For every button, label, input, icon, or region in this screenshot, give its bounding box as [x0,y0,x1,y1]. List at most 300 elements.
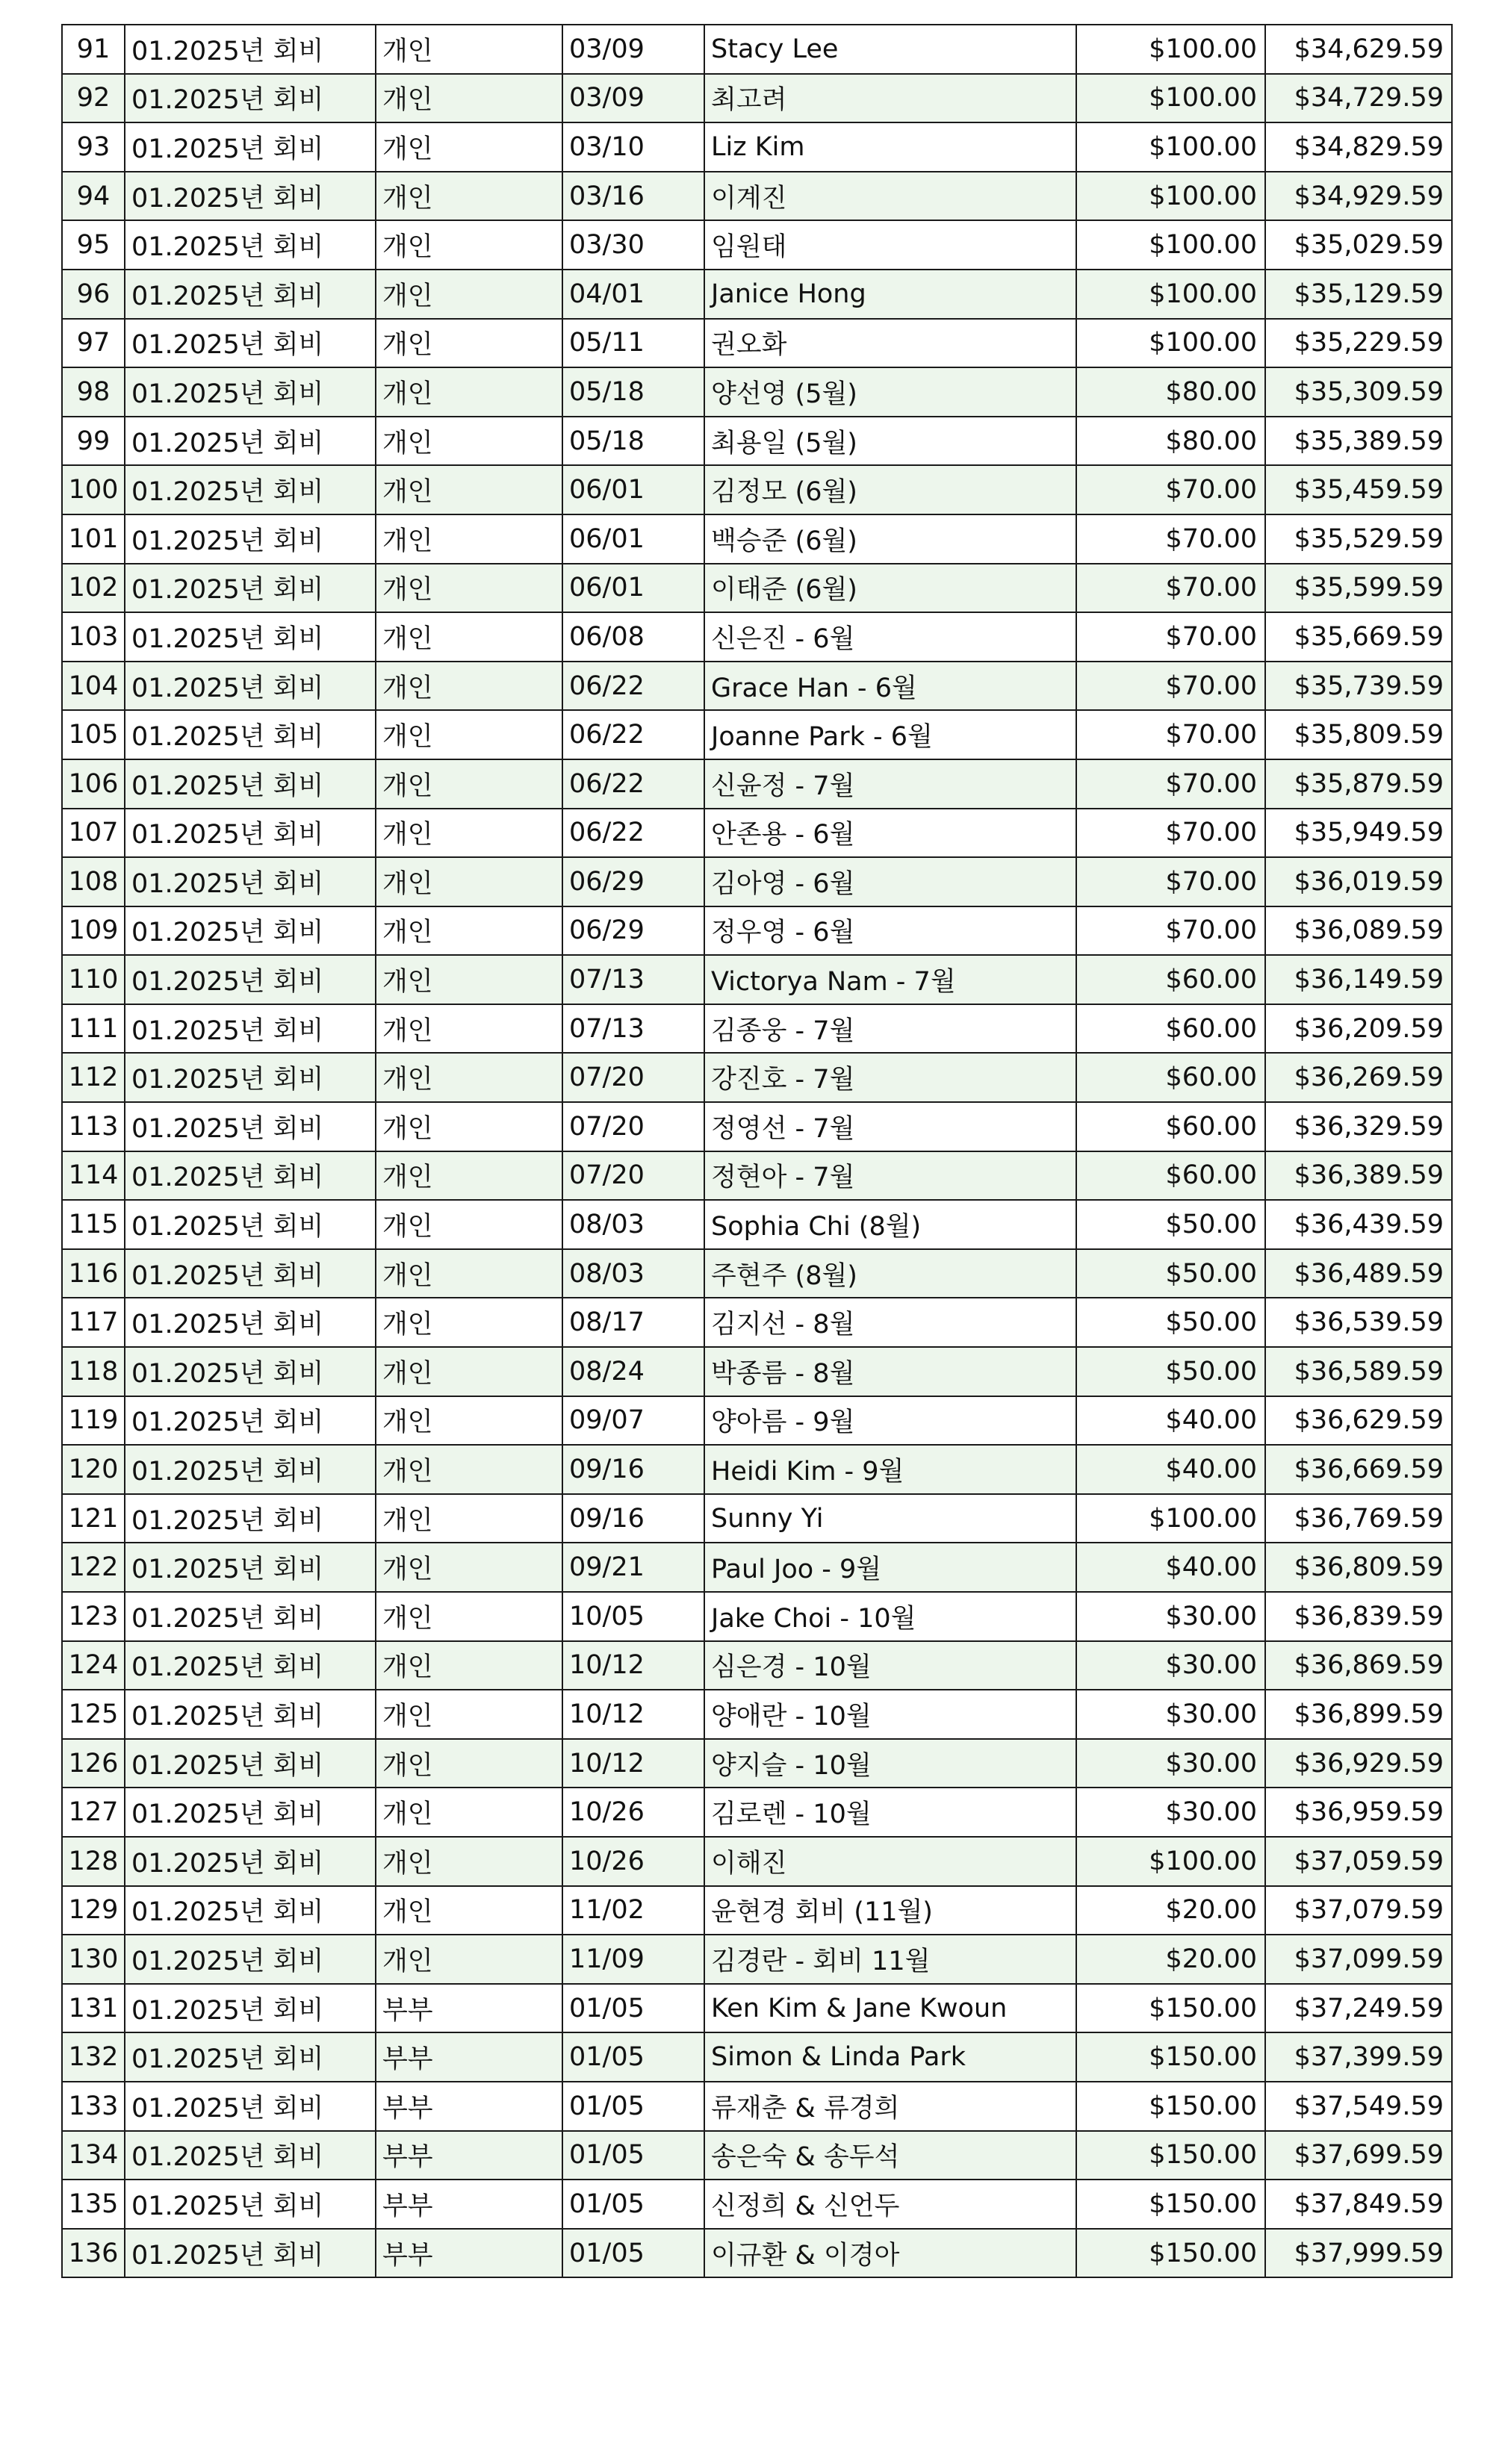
table-row [62,1984,1452,2033]
date-cell: 03/16 [562,172,704,221]
date-cell: 06/01 [562,465,704,514]
date-cell: 11/02 [562,1886,704,1935]
balance-cell: $34,929.59 [1265,172,1452,221]
date-cell: 10/05 [562,1592,704,1641]
amount-cell: $100.00 [1076,220,1265,270]
balance-cell: $35,459.59 [1265,465,1452,514]
payer-name-cell: 윤현경 회비 (11월) [704,1886,1076,1935]
balance-cell: $36,809.59 [1265,1543,1452,1592]
payer-name-cell: 양애란 - 10월 [704,1690,1076,1739]
row-number-cell: 111 [62,1004,125,1054]
row-number-cell: 98 [62,367,125,417]
table-row [62,564,1452,613]
amount-cell: $70.00 [1076,612,1265,662]
payer-name-cell: 강진호 - 7월 [704,1053,1076,1102]
payer-name-cell: 정우영 - 6월 [704,906,1076,956]
amount-cell: $100.00 [1076,1837,1265,1886]
table-row [62,270,1452,319]
row-number-cell: 97 [62,319,125,368]
member-type-cell: 개인 [376,1347,562,1396]
date-cell: 11/09 [562,1935,704,1984]
payer-name-cell: 심은경 - 10월 [704,1641,1076,1690]
amount-cell: $30.00 [1076,1592,1265,1641]
table-row [62,1494,1452,1543]
table-row [62,1592,1452,1641]
row-number-cell: 92 [62,74,125,123]
payer-name-cell: 류재춘 & 류경희 [704,2082,1076,2131]
date-cell: 06/08 [562,612,704,662]
member-type-cell: 개인 [376,1396,562,1446]
amount-cell: $40.00 [1076,1445,1265,1494]
payer-name-cell: 김로렌 - 10월 [704,1788,1076,1837]
member-type-cell: 개인 [376,172,562,221]
category-cell: 01.2025년 회비 [125,319,376,368]
balance-cell: $34,829.59 [1265,122,1452,172]
member-type-cell: 개인 [376,319,562,368]
balance-cell: $35,129.59 [1265,270,1452,319]
payer-name-cell: 정영선 - 7월 [704,1102,1076,1151]
table-row [62,74,1452,123]
date-cell: 05/18 [562,367,704,417]
row-number-cell: 124 [62,1641,125,1690]
member-type-cell: 개인 [376,417,562,466]
balance-cell: $36,089.59 [1265,906,1452,956]
category-cell: 01.2025년 회비 [125,1102,376,1151]
date-cell: 03/10 [562,122,704,172]
balance-cell: $34,629.59 [1265,25,1452,74]
table-row [62,1396,1452,1446]
payer-name-cell: 이규환 & 이경아 [704,2229,1076,2278]
member-type-cell: 개인 [376,1494,562,1543]
payer-name-cell: 송은숙 & 송두석 [704,2131,1076,2180]
member-type-cell: 개인 [376,1690,562,1739]
row-number-cell: 115 [62,1200,125,1249]
member-type-cell: 개인 [376,1298,562,1347]
category-cell: 01.2025년 회비 [125,1788,376,1837]
member-type-cell: 개인 [376,465,562,514]
member-type-cell: 개인 [376,662,562,711]
member-type-cell: 개인 [376,367,562,417]
payer-name-cell: 양아름 - 9월 [704,1396,1076,1446]
date-cell: 06/22 [562,759,704,809]
date-cell: 10/12 [562,1690,704,1739]
table-row [62,2131,1452,2180]
row-number-cell: 106 [62,759,125,809]
category-cell: 01.2025년 회비 [125,465,376,514]
amount-cell: $70.00 [1076,662,1265,711]
amount-cell: $70.00 [1076,906,1265,956]
row-number-cell: 135 [62,2180,125,2229]
row-number-cell: 133 [62,2082,125,2131]
table-row [62,122,1452,172]
date-cell: 04/01 [562,270,704,319]
row-number-cell: 99 [62,417,125,466]
balance-cell: $36,269.59 [1265,1053,1452,1102]
balance-cell: $37,849.59 [1265,2180,1452,2229]
member-type-cell: 부부 [376,2131,562,2180]
amount-cell: $150.00 [1076,2082,1265,2131]
member-type-cell: 개인 [376,1004,562,1054]
amount-cell: $50.00 [1076,1249,1265,1298]
category-cell: 01.2025년 회비 [125,25,376,74]
member-type-cell: 개인 [376,1641,562,1690]
member-type-cell: 개인 [376,1592,562,1641]
member-type-cell: 부부 [376,1984,562,2033]
member-type-cell: 부부 [376,2180,562,2229]
balance-cell: $37,399.59 [1265,2032,1452,2082]
date-cell: 01/05 [562,2131,704,2180]
category-cell: 01.2025년 회비 [125,564,376,613]
category-cell: 01.2025년 회비 [125,1151,376,1201]
row-number-cell: 108 [62,857,125,906]
row-number-cell: 128 [62,1837,125,1886]
category-cell: 01.2025년 회비 [125,2131,376,2180]
payer-name-cell: 최고려 [704,74,1076,123]
date-cell: 03/09 [562,74,704,123]
balance-cell: $36,149.59 [1265,955,1452,1004]
payer-name-cell: 최용일 (5월) [704,417,1076,466]
table-row [62,1543,1452,1592]
date-cell: 06/22 [562,809,704,858]
member-type-cell: 개인 [376,1249,562,1298]
member-type-cell: 개인 [376,122,562,172]
member-type-cell: 개인 [376,1200,562,1249]
table-row [62,955,1452,1004]
table-row [62,1298,1452,1347]
payer-name-cell: 양선영 (5월) [704,367,1076,417]
row-number-cell: 120 [62,1445,125,1494]
table-row [62,1641,1452,1690]
row-number-cell: 112 [62,1053,125,1102]
date-cell: 05/11 [562,319,704,368]
row-number-cell: 103 [62,612,125,662]
table-row [62,710,1452,759]
payer-name-cell: 이태준 (6월) [704,564,1076,613]
payer-name-cell: Stacy Lee [704,25,1076,74]
amount-cell: $50.00 [1076,1200,1265,1249]
payer-name-cell: 주현주 (8월) [704,1249,1076,1298]
payer-name-cell: Joanne Park - 6월 [704,710,1076,759]
payer-name-cell: 백승준 (6월) [704,514,1076,564]
date-cell: 06/22 [562,662,704,711]
member-type-cell: 개인 [376,759,562,809]
row-number-cell: 109 [62,906,125,956]
balance-cell: $36,589.59 [1265,1347,1452,1396]
amount-cell: $60.00 [1076,1004,1265,1054]
category-cell: 01.2025년 회비 [125,417,376,466]
table-row [62,2180,1452,2229]
date-cell: 06/01 [562,514,704,564]
category-cell: 01.2025년 회비 [125,1298,376,1347]
table-row [62,1445,1452,1494]
table-row [62,2229,1452,2278]
amount-cell: $70.00 [1076,564,1265,613]
row-number-cell: 114 [62,1151,125,1201]
member-type-cell: 개인 [376,1788,562,1837]
table-row [62,417,1452,466]
member-type-cell: 개인 [376,1053,562,1102]
amount-cell: $150.00 [1076,2131,1265,2180]
category-cell: 01.2025년 회비 [125,1739,376,1788]
amount-cell: $80.00 [1076,367,1265,417]
balance-cell: $36,629.59 [1265,1396,1452,1446]
balance-cell: $35,229.59 [1265,319,1452,368]
category-cell: 01.2025년 회비 [125,1445,376,1494]
date-cell: 01/05 [562,2032,704,2082]
amount-cell: $20.00 [1076,1886,1265,1935]
member-type-cell: 개인 [376,955,562,1004]
balance-cell: $37,549.59 [1265,2082,1452,2131]
category-cell: 01.2025년 회비 [125,1004,376,1054]
row-number-cell: 94 [62,172,125,221]
payer-name-cell: Sunny Yi [704,1494,1076,1543]
table-row [62,1935,1452,1984]
table-row [62,1004,1452,1054]
category-cell: 01.2025년 회비 [125,612,376,662]
table-row [62,662,1452,711]
date-cell: 09/16 [562,1494,704,1543]
balance-cell: $37,999.59 [1265,2229,1452,2278]
table-row [62,2032,1452,2082]
member-type-cell: 개인 [376,906,562,956]
amount-cell: $150.00 [1076,1984,1265,2033]
date-cell: 08/17 [562,1298,704,1347]
ledger-body [62,25,1452,2277]
category-cell: 01.2025년 회비 [125,172,376,221]
table-row [62,906,1452,956]
date-cell: 07/20 [562,1151,704,1201]
amount-cell: $50.00 [1076,1298,1265,1347]
payer-name-cell: 김지선 - 8월 [704,1298,1076,1347]
amount-cell: $100.00 [1076,172,1265,221]
category-cell: 01.2025년 회비 [125,1396,376,1446]
category-cell: 01.2025년 회비 [125,367,376,417]
date-cell: 08/03 [562,1249,704,1298]
date-cell: 01/05 [562,2082,704,2131]
amount-cell: $30.00 [1076,1641,1265,1690]
category-cell: 01.2025년 회비 [125,1249,376,1298]
category-cell: 01.2025년 회비 [125,1690,376,1739]
table-row [62,1837,1452,1886]
balance-cell: $36,439.59 [1265,1200,1452,1249]
row-number-cell: 105 [62,710,125,759]
amount-cell: $150.00 [1076,2229,1265,2278]
row-number-cell: 101 [62,514,125,564]
member-type-cell: 개인 [376,1935,562,1984]
category-cell: 01.2025년 회비 [125,1200,376,1249]
amount-cell: $70.00 [1076,809,1265,858]
row-number-cell: 100 [62,465,125,514]
category-cell: 01.2025년 회비 [125,2180,376,2229]
date-cell: 08/24 [562,1347,704,1396]
table-row [62,1102,1452,1151]
member-type-cell: 개인 [376,809,562,858]
amount-cell: $150.00 [1076,2032,1265,2082]
category-cell: 01.2025년 회비 [125,2229,376,2278]
table-row [62,759,1452,809]
date-cell: 07/13 [562,955,704,1004]
date-cell: 06/22 [562,710,704,759]
balance-cell: $36,669.59 [1265,1445,1452,1494]
date-cell: 10/12 [562,1641,704,1690]
payer-name-cell: 임원태 [704,220,1076,270]
category-cell: 01.2025년 회비 [125,1347,376,1396]
amount-cell: $60.00 [1076,1053,1265,1102]
balance-cell: $35,669.59 [1265,612,1452,662]
balance-cell: $37,699.59 [1265,2131,1452,2180]
balance-cell: $37,099.59 [1265,1935,1452,1984]
payer-name-cell: Ken Kim & Jane Kwoun [704,1984,1076,2033]
payer-name-cell: Paul Joo - 9월 [704,1543,1076,1592]
balance-cell: $37,059.59 [1265,1837,1452,1886]
balance-cell: $35,029.59 [1265,220,1452,270]
date-cell: 09/21 [562,1543,704,1592]
payer-name-cell: Heidi Kim - 9월 [704,1445,1076,1494]
row-number-cell: 123 [62,1592,125,1641]
table-row [62,514,1452,564]
balance-cell: $36,019.59 [1265,857,1452,906]
payer-name-cell: Liz Kim [704,122,1076,172]
balance-cell: $35,809.59 [1265,710,1452,759]
date-cell: 03/30 [562,220,704,270]
table-row [62,172,1452,221]
date-cell: 07/20 [562,1053,704,1102]
table-row [62,1886,1452,1935]
table-row [62,1788,1452,1837]
amount-cell: $70.00 [1076,857,1265,906]
table-row [62,809,1452,858]
category-cell: 01.2025년 회비 [125,1935,376,1984]
amount-cell: $100.00 [1076,1494,1265,1543]
category-cell: 01.2025년 회비 [125,1053,376,1102]
payer-name-cell: 신은진 - 6월 [704,612,1076,662]
date-cell: 08/03 [562,1200,704,1249]
category-cell: 01.2025년 회비 [125,1641,376,1690]
member-type-cell: 개인 [376,514,562,564]
balance-cell: $36,959.59 [1265,1788,1452,1837]
payer-name-cell: Grace Han - 6월 [704,662,1076,711]
member-type-cell: 개인 [376,710,562,759]
row-number-cell: 102 [62,564,125,613]
row-number-cell: 91 [62,25,125,74]
row-number-cell: 129 [62,1886,125,1935]
date-cell: 09/16 [562,1445,704,1494]
amount-cell: $100.00 [1076,74,1265,123]
category-cell: 01.2025년 회비 [125,1984,376,2033]
member-type-cell: 개인 [376,857,562,906]
payer-name-cell: 김종웅 - 7월 [704,1004,1076,1054]
payer-name-cell: Sophia Chi (8월) [704,1200,1076,1249]
member-type-cell: 부부 [376,2032,562,2082]
amount-cell: $100.00 [1076,319,1265,368]
row-number-cell: 127 [62,1788,125,1837]
row-number-cell: 96 [62,270,125,319]
amount-cell: $40.00 [1076,1543,1265,1592]
amount-cell: $20.00 [1076,1935,1265,1984]
balance-cell: $36,389.59 [1265,1151,1452,1201]
date-cell: 10/26 [562,1837,704,1886]
category-cell: 01.2025년 회비 [125,220,376,270]
table-row [62,857,1452,906]
table-row [62,25,1452,74]
row-number-cell: 104 [62,662,125,711]
table-row [62,1053,1452,1102]
member-type-cell: 부부 [376,2229,562,2278]
member-type-cell: 개인 [376,1739,562,1788]
date-cell: 03/09 [562,25,704,74]
category-cell: 01.2025년 회비 [125,2032,376,2082]
balance-cell: $35,879.59 [1265,759,1452,809]
amount-cell: $30.00 [1076,1788,1265,1837]
table-row [62,612,1452,662]
category-cell: 01.2025년 회비 [125,1886,376,1935]
date-cell: 09/07 [562,1396,704,1446]
category-cell: 01.2025년 회비 [125,759,376,809]
category-cell: 01.2025년 회비 [125,270,376,319]
member-type-cell: 개인 [376,612,562,662]
amount-cell: $100.00 [1076,25,1265,74]
table-row [62,2082,1452,2131]
date-cell: 01/05 [562,2180,704,2229]
category-cell: 01.2025년 회비 [125,1592,376,1641]
payer-name-cell: Simon & Linda Park [704,2032,1076,2082]
category-cell: 01.2025년 회비 [125,710,376,759]
payer-name-cell: 이해진 [704,1837,1076,1886]
payer-name-cell: 김아영 - 6월 [704,857,1076,906]
row-number-cell: 95 [62,220,125,270]
amount-cell: $30.00 [1076,1739,1265,1788]
row-number-cell: 110 [62,955,125,1004]
member-type-cell: 개인 [376,1151,562,1201]
category-cell: 01.2025년 회비 [125,906,376,956]
row-number-cell: 113 [62,1102,125,1151]
row-number-cell: 116 [62,1249,125,1298]
row-number-cell: 121 [62,1494,125,1543]
date-cell: 05/18 [562,417,704,466]
table-row [62,1690,1452,1739]
payer-name-cell: 양지슬 - 10월 [704,1739,1076,1788]
date-cell: 10/26 [562,1788,704,1837]
balance-cell: $37,079.59 [1265,1886,1452,1935]
row-number-cell: 107 [62,809,125,858]
amount-cell: $60.00 [1076,1102,1265,1151]
payer-name-cell: Victorya Nam - 7월 [704,955,1076,1004]
row-number-cell: 119 [62,1396,125,1446]
member-type-cell: 개인 [376,1102,562,1151]
payer-name-cell: 안존용 - 6월 [704,809,1076,858]
row-number-cell: 136 [62,2229,125,2278]
payer-name-cell: 박종름 - 8월 [704,1347,1076,1396]
row-number-cell: 118 [62,1347,125,1396]
member-type-cell: 부부 [376,2082,562,2131]
date-cell: 10/12 [562,1739,704,1788]
member-type-cell: 개인 [376,564,562,613]
balance-cell: $37,249.59 [1265,1984,1452,2033]
category-cell: 01.2025년 회비 [125,122,376,172]
balance-cell: $35,529.59 [1265,514,1452,564]
date-cell: 07/13 [562,1004,704,1054]
amount-cell: $30.00 [1076,1690,1265,1739]
category-cell: 01.2025년 회비 [125,2082,376,2131]
row-number-cell: 132 [62,2032,125,2082]
row-number-cell: 131 [62,1984,125,2033]
balance-cell: $36,869.59 [1265,1641,1452,1690]
table-row [62,1249,1452,1298]
table-row [62,1739,1452,1788]
balance-cell: $35,599.59 [1265,564,1452,613]
amount-cell: $70.00 [1076,514,1265,564]
amount-cell: $100.00 [1076,122,1265,172]
